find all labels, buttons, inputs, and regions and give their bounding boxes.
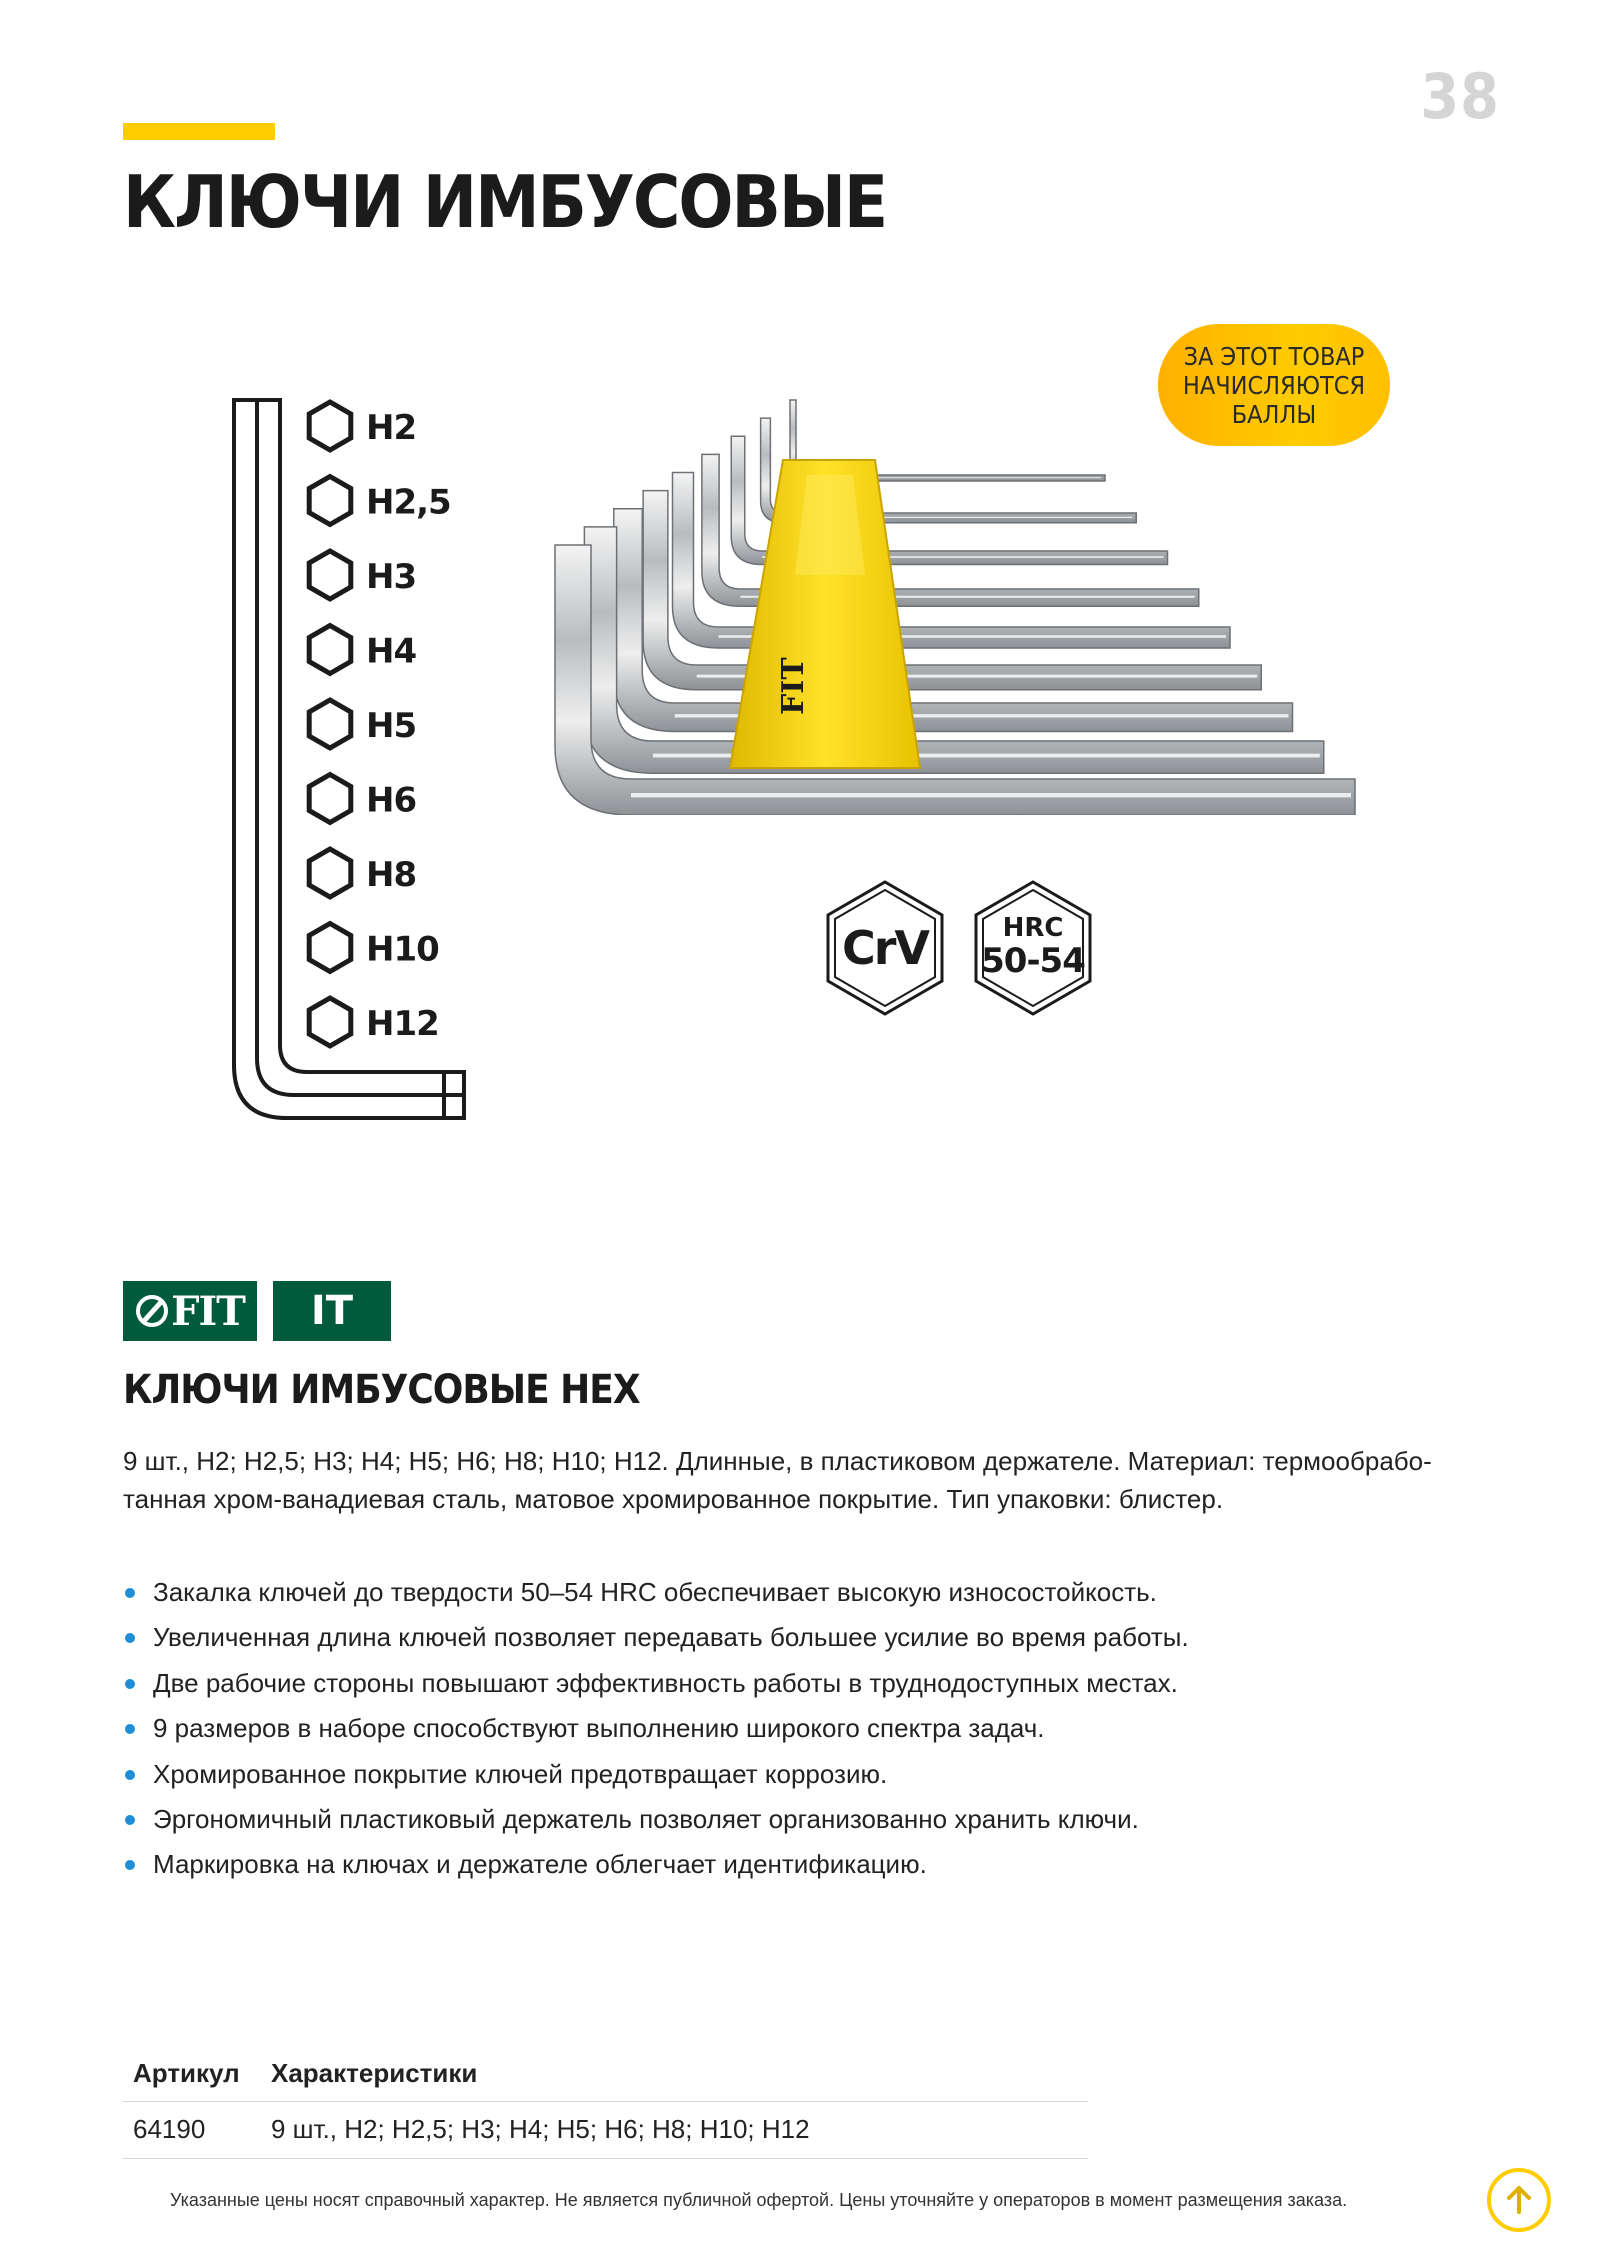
arrow-up-icon: [1502, 2183, 1536, 2217]
cell-characteristics: 9 шт., H2; H2,5; H3; H4; H5; H6; H8; H10; H12: [261, 2102, 1088, 2159]
bullet-icon: [125, 1588, 135, 1598]
title-accent-bar: [123, 123, 275, 140]
hex-keys-group: [555, 400, 1355, 815]
table-row: [123, 2102, 1088, 2159]
header-article: Артикул: [123, 2052, 261, 2102]
crv-material-icon: [828, 882, 942, 1014]
points-badge-line-1: ЗА ЭТОТ ТОВАР: [1183, 341, 1365, 371]
hex-size-diagram: [228, 390, 488, 1130]
hex-size-label: H4: [366, 631, 417, 672]
points-badge-line-2: НАЧИСЛЯЮТСЯ: [1182, 370, 1366, 400]
bullet-icon: [125, 1815, 135, 1825]
brand-fit-text: FIT: [171, 1287, 245, 1335]
list-item: Эргономичный пластиковый держатель позволяет организованно хранить ключи.: [123, 1797, 1189, 1842]
spec-table: [123, 2052, 1088, 2159]
product-title: КЛЮЧИ ИМБУСОВЫЕ HEX: [123, 1367, 640, 1413]
page-number: 38: [1420, 60, 1500, 133]
hex-size-label: H2,5: [366, 482, 451, 523]
bullet-icon: [125, 1724, 135, 1734]
cell-article: 64190: [123, 2102, 261, 2159]
hex-size-icon: [309, 626, 351, 674]
bullet-icon: [125, 1860, 135, 1870]
hrc-value: 50-54: [981, 941, 1085, 981]
hex-size-label: H5: [366, 706, 417, 746]
holder-brand-label: FIT: [776, 657, 811, 715]
list-item: Хромированное покрытие ключей предотвращает коррозию.: [123, 1752, 1189, 1797]
table-header-row: [123, 2052, 1088, 2102]
crv-label: CrV: [841, 921, 929, 975]
brand-series-it: IT: [273, 1281, 391, 1341]
page-title: КЛЮЧИ ИМБУСОВЫЕ: [123, 160, 887, 244]
footer-disclaimer: Указанные цены носят справочный характер. Не является публичной офертой. Цены уточняйте у операторов в момент размещения заказа.: [170, 2190, 1348, 2210]
hex-size-icon: [309, 477, 351, 525]
hex-size-label: H2: [366, 408, 417, 448]
fit-mark-icon: [135, 1294, 169, 1328]
hex-size-label: H6: [366, 780, 417, 821]
hex-size-icon: [309, 775, 351, 823]
hex-size-icon: [309, 998, 351, 1046]
hex-size-icon: [309, 700, 351, 748]
hex-size-label: H8: [366, 855, 417, 895]
brand-fit-logo: [123, 1281, 257, 1341]
list-item: Закалка ключей до твердости 50–54 HRC обеспечивает высокую износостойкость.: [123, 1570, 1189, 1615]
product-description: [123, 1442, 1463, 1518]
product-description-line-2: танная хром-ванадиевая сталь, матовое хромированное покрытие. Тип упаковки: блистер.: [123, 1484, 1224, 1514]
bullet-icon: [125, 1633, 135, 1643]
list-item: Увеличенная длина ключей позволяет передавать большее усилие во время работы.: [123, 1615, 1189, 1660]
feature-list: [123, 1570, 1189, 1888]
hex-size-icon: [309, 551, 351, 599]
hex-size-icon: [309, 924, 351, 972]
brand-logo: [123, 1281, 391, 1341]
bullet-icon: [125, 1679, 135, 1689]
hex-size-label: H3: [366, 557, 417, 597]
hrc-label: HRC: [1002, 913, 1064, 943]
hex-size-icon: [309, 849, 351, 897]
list-item: Две рабочие стороны повышают эффективность работы в труднодоступных местах.: [123, 1661, 1189, 1706]
spec-icons: [820, 878, 1100, 1018]
hex-size-label: H12: [366, 1004, 439, 1044]
bullet-icon: [125, 1770, 135, 1780]
key-holder: [730, 460, 920, 768]
points-badge-line-3: БАЛЛЫ: [1231, 399, 1317, 429]
hrc-hardness-icon: [976, 882, 1090, 1014]
list-item: Маркировка на ключах и держателе облегчает идентификацию.: [123, 1842, 1189, 1887]
hex-size-icon: [309, 402, 351, 450]
scroll-to-top-button[interactable]: [1487, 2168, 1551, 2232]
list-item: 9 размеров в наборе способствуют выполнению широкого спектра задач.: [123, 1706, 1189, 1751]
header-characteristics: Характеристики: [261, 2052, 1088, 2102]
hex-size-label: H10: [366, 929, 439, 970]
product-photo: [545, 395, 1385, 815]
product-description-line-1: 9 шт., H2; H2,5; H3; H4; H5; H6; H8; H10; H12. Длинные, в пластиковом держателе. Материал: термообрабо-: [123, 1446, 1432, 1476]
